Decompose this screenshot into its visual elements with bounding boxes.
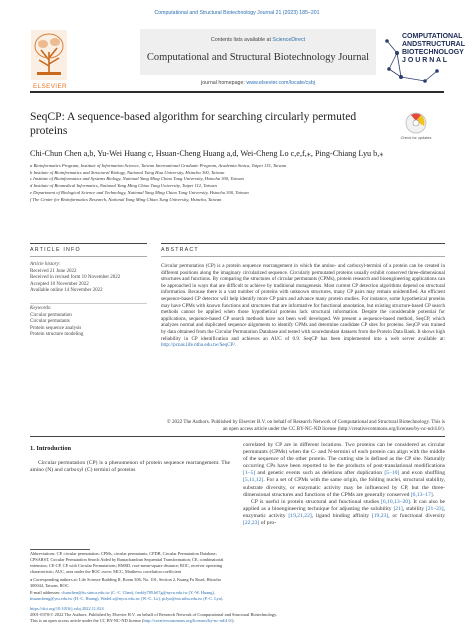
article-info-top-rule xyxy=(30,243,147,244)
keyword-item: Protein sequence analysis xyxy=(30,325,82,331)
csbj-line-2: ANDSTRUCTURAL xyxy=(402,41,465,48)
copyright-notice xyxy=(161,419,445,432)
journal-homepage-line xyxy=(140,80,376,86)
email-label: E-mail addresses: xyxy=(30,590,62,596)
reference-link[interactable]: [5–10] xyxy=(384,470,400,477)
introduction-heading: 1. Introduction xyxy=(30,445,72,452)
email-addresses[interactable]: chunchen@iis.sinica.edu.tw (C.-C. Chen), freddy789.b07g@nycu.edu.tw (Y.-W. Huang), hsuancheng@ym.edu.tw (H.-C. Huang), WadeLo@nycu.edu.tw (W.-C. Lo), pclyu@mx.nthu.edu.tw (P.-C. Lyu). xyxy=(30,590,224,602)
abbreviations-footnote: Abbreviations: CP, circular permutation; CPMs, circular permutants; CPDB, Circular Permutation Database; CPSARST, Circular Permutation Search Aided by Ramachandran Sequential Transformation; CE, combinatorial extension; CE-CP, CE with Circular Permutations; RMSD, root-mean-square distance; ROC, receiver operating characteristic; AUC, area under the ROC curve; MCC, Matthews correlation coefficient xyxy=(30,551,224,574)
reference-link[interactable]: [21–23] xyxy=(425,505,444,512)
check-for-updates-icon[interactable] xyxy=(404,111,428,135)
history-revised: Received in revised form 10 November 2022 xyxy=(30,275,121,281)
copyright-text-b: ). xyxy=(442,425,445,432)
keyword-item: Circular permutants xyxy=(30,319,70,325)
history-online: Available online 14 November 2022 xyxy=(30,288,103,294)
reference-link[interactable]: [6,13–17] xyxy=(410,491,433,498)
abstract-sub-rule xyxy=(161,256,445,257)
affiliation-b: b Institute of Bioinformatics and Structural Biology, National Tsing Hua University, Hsinchu 300, Taiwan xyxy=(30,169,225,175)
intro-paragraph: Circular permutation (CP) is a phenomenon of protein sequence rearrangement. The amino (N) and carboxyl (C) termini of proteins xyxy=(30,460,230,474)
author-list: Chi-Chun Chen a,b, Yu-Wei Huang c, Hsuan-Cheng Huang a,d, Wei-Cheng Lo c,e,f,⁎, Ping-Chiang Lyu b,⁎ xyxy=(30,149,384,158)
article-info-sub-rule xyxy=(30,256,147,257)
corresponding-author-footnote: ⁎ Corresponding authors at: Life Science Building II, Room 306, No. 101, Section 2, Kuang Fu Road, Hsinchu 300044, Taiwan, ROC. xyxy=(30,576,221,588)
seqcp-server-link[interactable]: http://pcnas.life.nthu.edu.tw/SeqCP/ xyxy=(161,342,235,349)
abstract-text: Circular permutation (CP) is a protein sequence rearrangement in which the amino- and carboxyl-termini of a protein can be created in different positions along the imaginary circularized sequence. Circularly permutated proteins usually exhibit conserved three-dimensional structures and functions. By comparing the structures of circular permutants (CPMs), protein research and bioengineering applications can be approached in ways that are difficult to achieve by traditional mutagenesis. Most current CP detection algorithms depend on structural information. Because there is a vast number of proteins with unknown structures, many CP pairs may remain unidentified. An efficient sequence-based CP detector will help identify more CP pairs and advance many protein studies. For instance, some hypothetical proteins may have CPMs with known functions and structures that are informative for functional annotation, but existing structure-based CP search methods cannot be applied when those hypothetical proteins lack structural information. Despite the considerable potential for applications, sequence-based CP search methods have not been well developed. We present a sequence-based method, SeqCP, which analyzes normal and duplicated sequence alignments to identify CPMs and determine candidate CP sites for proteins. SeqCP was trained by data obtained from the Circular Permutation Database and tested with nonredundant datasets from the Protein Data Bank. It shows high reliability in CP identification and achieves an AUC of 0.9. SeqCP has been implemented into a web server available at: http://pcnas.life.nthu.edu.tw/SeqCP/. xyxy=(161,263,445,349)
reference-link[interactable]: [19,21,22] xyxy=(288,512,312,519)
abstract-body: Circular permutation (CP) is a protein sequence rearrangement in which the amino- and carboxyl-termini of a protein can be created in different positions along the imaginary circularized sequence. Circularly permutated proteins usually exhibit conserved three-dimensional structures and functions. By comparing the structures of circular permutants (CPMs), protein research and bioengineering applications can be approached in ways that are difficult to achieve by traditional mutagenesis. Most current CP detection algorithms depend on structural information. Because there is a vast number of proteins with unknown structures, many CP pairs may remain unidentified. An efficient sequence-based CP detector will help identify more CP pairs and advance many protein studies. For instance, some hypothetical proteins may have CPMs with known functions and structures that are informative for functional annotation, but existing structure-based CP search methods cannot be applied when those hypothetical proteins lack structural information. Despite the considerable potential for applications, sequence-based CP search methods have not been well developed. We present a sequence-based method, SeqCP, which analyzes normal and duplicated sequence alignments to identify CPMs and determine candidate CP sites for proteins. SeqCP was trained by data obtained from the Circular Permutation Database and tested with nonredundant datasets from the Protein Data Bank. It shows high reliability in CP identification and achieves an AUC of 0.9. SeqCP has been implemented into a web server available at: xyxy=(161,263,445,342)
email-footnote xyxy=(30,590,230,602)
keywords-rule xyxy=(30,303,147,304)
reference-link[interactable]: [6,10,13–20] xyxy=(381,498,410,505)
affiliation-a: a Bioinformatics Program, Institute of Information Science, Taiwan International Graduate Program, Academia Sinica, Taipei 115, Taiwan xyxy=(30,163,287,168)
csbj-wordmark xyxy=(402,33,465,65)
csbj-line-1: COMPUTATIONAL xyxy=(402,33,463,40)
elsevier-wordmark: ELSEVIER xyxy=(33,83,67,90)
footnotes xyxy=(30,551,230,604)
check-for-updates-label[interactable]: Check for updates xyxy=(400,136,432,140)
history-received: Received 21 June 2022 xyxy=(30,268,77,274)
license-link[interactable]: http://creativecommons.org/licenses/by-nc-nd/4.0/ xyxy=(143,617,232,623)
article-info-heading: ARTICLE INFO xyxy=(30,247,81,253)
csbj-line-4: J O U R N A L xyxy=(402,57,447,64)
history-label: Article history: xyxy=(30,262,61,267)
affiliation-d: d Institute of Biomedical Informatics, National Yang Ming Chiao Tung University, Taipei 112, Taiwan xyxy=(30,183,217,189)
copyright-text-a: © 2022 The Authors. Published by Elsevier B.V. on behalf of Research Network of Computational and Structural Biotechnology. This is an open access article under the CC BY-NC-ND license ( xyxy=(166,419,445,432)
reference-link[interactable]: [19,23] xyxy=(371,512,389,519)
article-title: SeqCP: A sequence-based algorithm for searching circularly permuted proteins xyxy=(30,110,357,137)
affiliation-e: e Department of Biological Science and Technology, National Yang Ming Chiao Tung University, Hsinchu 300, Taiwan xyxy=(30,189,249,195)
article-history xyxy=(30,262,147,295)
homepage-prefix: journal homepage: xyxy=(201,80,247,86)
abstract-heading: ABSTRACT xyxy=(161,247,199,253)
doi-link[interactable]: https://doi.org/10.1016/j.csbj.2022.11.024 xyxy=(30,606,104,611)
sciencedirect-link[interactable]: ScienceDirect xyxy=(272,37,306,43)
affiliations xyxy=(30,163,444,203)
keywords-label: Keywords: xyxy=(30,306,52,311)
affiliation-c: c Institute of Bioinformatics and Systems Biology, National Yang Ming Chiao Tung University, Hsinchu 300, Taiwan xyxy=(30,176,244,182)
homepage-link[interactable]: www.elsevier.com/locate/csbj xyxy=(246,80,315,86)
reference-link[interactable]: [5,11,12] xyxy=(243,477,264,484)
affiliation-f: f The Center for Bioinformatics Research, National Yang Ming Chiao Tung University, Hsinchu, Taiwan xyxy=(30,196,222,202)
keyword-item: Protein structure modeling xyxy=(30,332,84,338)
article-bottom-meta xyxy=(30,606,444,624)
reference-link[interactable]: [1–5] xyxy=(243,470,256,477)
intro-paragraph: correlated by CP are in different locations. Two proteins can be considered as circular permutants (CPMs) when the C- and N-termini of each protein can align with the middle of the sequence of the other protein. The cutting site is defined as the CP site. Naturally occurring CPs have been reported to be the products of post-translational modifications [1–5] and genetic events such as deletions after duplication [5–10] and exon shuffling [5,11,12]. For a set of CPMs with the same origin, the folding nuclei, structural stability, substrate diversity, or enzymatic activity may be influenced by CP, but the three-dimensional structures and functions of the CPMs are generally conserved [6,13–17]. xyxy=(243,442,445,498)
license-line-2: This is an open access article under the CC BY-NC-ND license (http://creativecommons.org/licenses/by-nc-nd/4.0/). xyxy=(30,617,235,623)
elsevier-tree-logo xyxy=(31,30,67,80)
intro-left-column xyxy=(30,460,230,474)
abstract-bottom-rule xyxy=(30,436,445,437)
footnote-rule xyxy=(30,549,90,550)
contents-prefix: Contents lists available at xyxy=(210,37,273,43)
contents-line xyxy=(140,37,376,43)
keywords-block xyxy=(30,306,147,339)
csbj-line-3: BIOTECHNOLOGY xyxy=(402,49,464,56)
intro-right-column xyxy=(243,442,445,527)
cc-license-link[interactable]: http://creativecommons.org/licenses/by-nc-nd/4.0/ xyxy=(339,425,443,432)
license-line-1: 2001-0370/© 2022 The Authors. Published by Elsevier B.V. on behalf of Research Network of Computational and Structural Biotechnology. xyxy=(30,611,278,617)
reference-link[interactable]: [21] xyxy=(393,505,403,512)
intro-paragraph: CP is useful in protein structural and functional studies [6,10,13–20]. It can also be applied as a bioengineering technique for adjusting the solubility [21], stability [21–23], enzymatic activity [19,21,22], ligand binding affinity [19,23], or functional diversity [22,23] of pro- xyxy=(243,498,445,527)
journal-title: Computational and Structural Biotechnology Journal xyxy=(146,52,370,63)
abstract-top-rule xyxy=(161,243,445,244)
reference-link[interactable]: [22,23] xyxy=(243,520,260,527)
journal-citation-line: Computational and Structural Biotechnology Journal 21 (2023) 185–201 xyxy=(154,10,320,16)
keyword-item: Circular permutation xyxy=(30,312,72,318)
history-accepted: Accepted 10 November 2022 xyxy=(30,281,89,287)
